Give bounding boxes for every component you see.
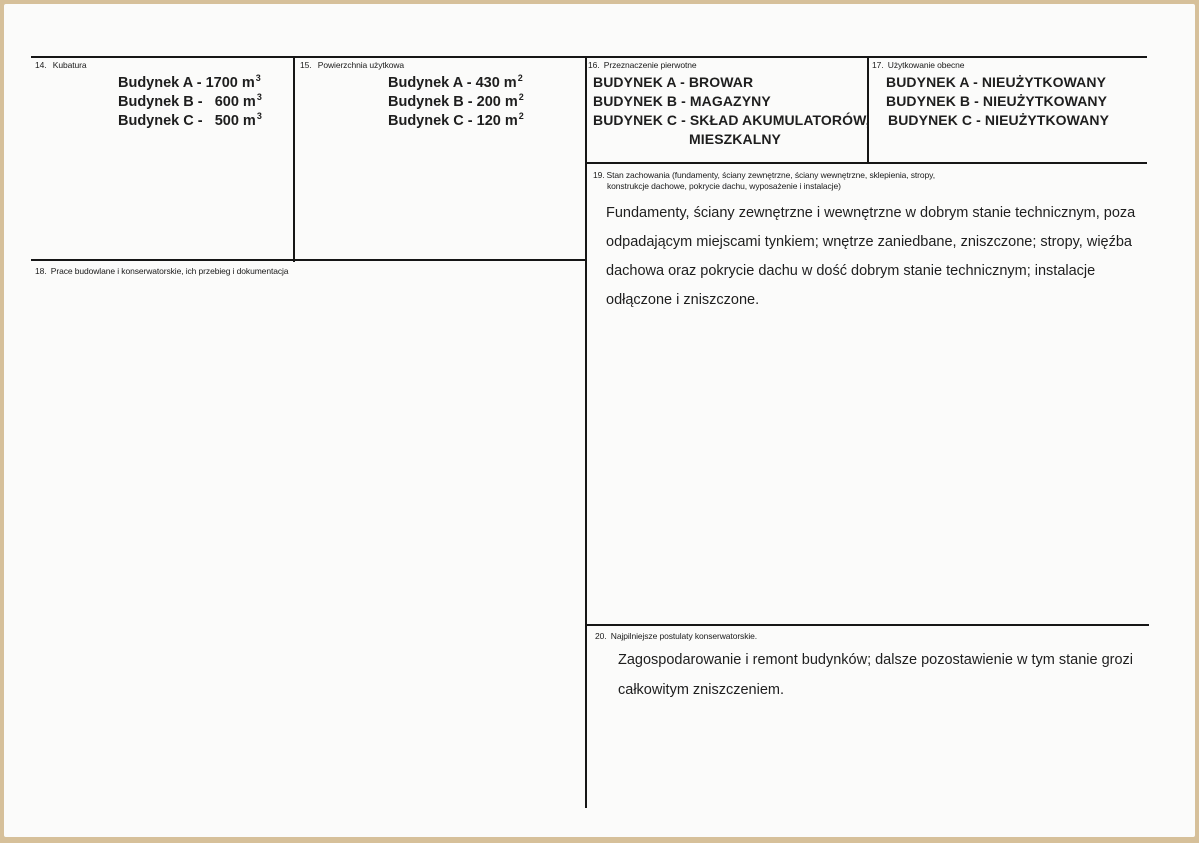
unit-exponent: 2 bbox=[517, 73, 523, 83]
powierzchnia-values bbox=[388, 74, 524, 131]
field-18-title: Prace budowlane i konserwatorskie, ich przebieg i dokumentacja bbox=[50, 266, 289, 276]
field-19-label bbox=[593, 170, 935, 192]
field-17-number: 17. bbox=[872, 60, 884, 70]
top-rule bbox=[31, 56, 1147, 58]
przeznaczenie-line: MIESZKALNY bbox=[689, 131, 781, 147]
field-20-label bbox=[595, 631, 757, 641]
uzytkowanie-values bbox=[886, 73, 1109, 130]
row-label: Budynek B - bbox=[388, 94, 473, 110]
field-19-title-line2: konstrukcje dachowe, pokrycie dachu, wyposażenie i instalacje) bbox=[607, 181, 841, 191]
postulaty-text bbox=[618, 645, 1133, 705]
divider-14-15 bbox=[293, 56, 295, 262]
kubatura-row bbox=[118, 112, 262, 131]
stan-line: Fundamenty, ściany zewnętrzne i wewnętrzne w dobrym stanie technicznym, poza bbox=[606, 205, 1136, 221]
kubatura-row bbox=[118, 74, 262, 93]
uzytkowanie-line: BUDYNEK B - NIEUŻYTKOWANY bbox=[886, 93, 1108, 109]
przeznaczenie-values bbox=[593, 73, 870, 149]
row-label: Budynek C - bbox=[388, 113, 473, 129]
rule-above-19 bbox=[585, 162, 1147, 164]
postulaty-line: całkowitym zniszczeniem. bbox=[618, 682, 784, 698]
przeznaczenie-line: BUDYNEK C - SKŁAD AKUMULATORÓW, bbox=[593, 112, 870, 128]
stan-text bbox=[606, 199, 1135, 315]
unit-exponent: 3 bbox=[256, 111, 262, 121]
row-value: 1700 m bbox=[205, 75, 255, 91]
uzytkowanie-line: BUDYNEK A - NIEUŻYTKOWANY bbox=[886, 74, 1107, 90]
field-18-number: 18. bbox=[35, 266, 47, 276]
unit-exponent: 3 bbox=[255, 73, 261, 83]
field-16-label bbox=[588, 60, 696, 70]
przeznaczenie-line: BUDYNEK B - MAGAZYNY bbox=[593, 93, 771, 109]
powierzchnia-row bbox=[388, 74, 524, 93]
row-label: Budynek C - bbox=[118, 113, 203, 129]
field-14-label bbox=[35, 60, 87, 70]
stan-line: dachowa oraz pokrycie dachu w dość dobrym stanie technicznym; instalacje bbox=[606, 263, 1096, 279]
row-label: Budynek A - bbox=[388, 75, 472, 91]
field-18-label bbox=[35, 266, 288, 276]
powierzchnia-row bbox=[388, 93, 524, 112]
powierzchnia-row bbox=[388, 112, 524, 131]
row-value: 430 m bbox=[475, 75, 517, 91]
row-label: Budynek A - bbox=[118, 75, 202, 91]
row-value: 500 m bbox=[214, 113, 256, 129]
uzytkowanie-line: BUDYNEK C - NIEUŻYTKOWANY bbox=[888, 112, 1110, 128]
field-19-number: 19. bbox=[593, 170, 605, 180]
postulaty-line: Zagospodarowanie i remont budynków; dalsze pozostawienie w tym stanie grozi bbox=[618, 652, 1134, 668]
field-19-label-line1 bbox=[593, 170, 935, 181]
kubatura-values bbox=[118, 74, 262, 131]
field-17-title: Użytkowanie obecne bbox=[887, 60, 965, 70]
field-17-label bbox=[872, 60, 964, 70]
row-value: 600 m bbox=[214, 94, 256, 110]
row-value: 200 m bbox=[476, 94, 518, 110]
stan-line: odłączone i zniszczone. bbox=[606, 292, 760, 308]
stan-line: odpadającym miejscami tynkiem; wnętrze zaniedbane, zniszczone; stropy, więźba bbox=[606, 234, 1133, 250]
row-label: Budynek B - bbox=[118, 94, 203, 110]
field-14-title: Kubatura bbox=[52, 60, 87, 70]
field-15-title: Powierzchnia użytkowa bbox=[317, 60, 405, 70]
field-16-title: Przeznaczenie pierwotne bbox=[603, 60, 697, 70]
field-14-number: 14. bbox=[35, 60, 47, 70]
unit-exponent: 3 bbox=[256, 92, 262, 102]
field-16-number: 16. bbox=[588, 60, 600, 70]
form-sheet bbox=[4, 4, 1195, 837]
row-value: 120 m bbox=[476, 113, 518, 129]
przeznaczenie-line: BUDYNEK A - BROWAR bbox=[593, 74, 754, 90]
unit-exponent: 2 bbox=[518, 111, 524, 121]
field-15-label bbox=[300, 60, 404, 70]
divider-left-right bbox=[585, 56, 587, 808]
rule-above-18 bbox=[31, 259, 586, 261]
field-15-number: 15. bbox=[300, 60, 312, 70]
unit-exponent: 2 bbox=[518, 92, 524, 102]
field-20-number: 20. bbox=[595, 631, 607, 641]
rule-above-20 bbox=[585, 624, 1149, 626]
kubatura-row bbox=[118, 93, 262, 112]
field-19-title: Stan zachowania (fundamenty, ściany zewnętrzne, ściany wewnętrzne, sklepienia, stropy, bbox=[606, 170, 935, 180]
field-20-title: Najpilniejsze postulaty konserwatorskie. bbox=[610, 631, 758, 641]
